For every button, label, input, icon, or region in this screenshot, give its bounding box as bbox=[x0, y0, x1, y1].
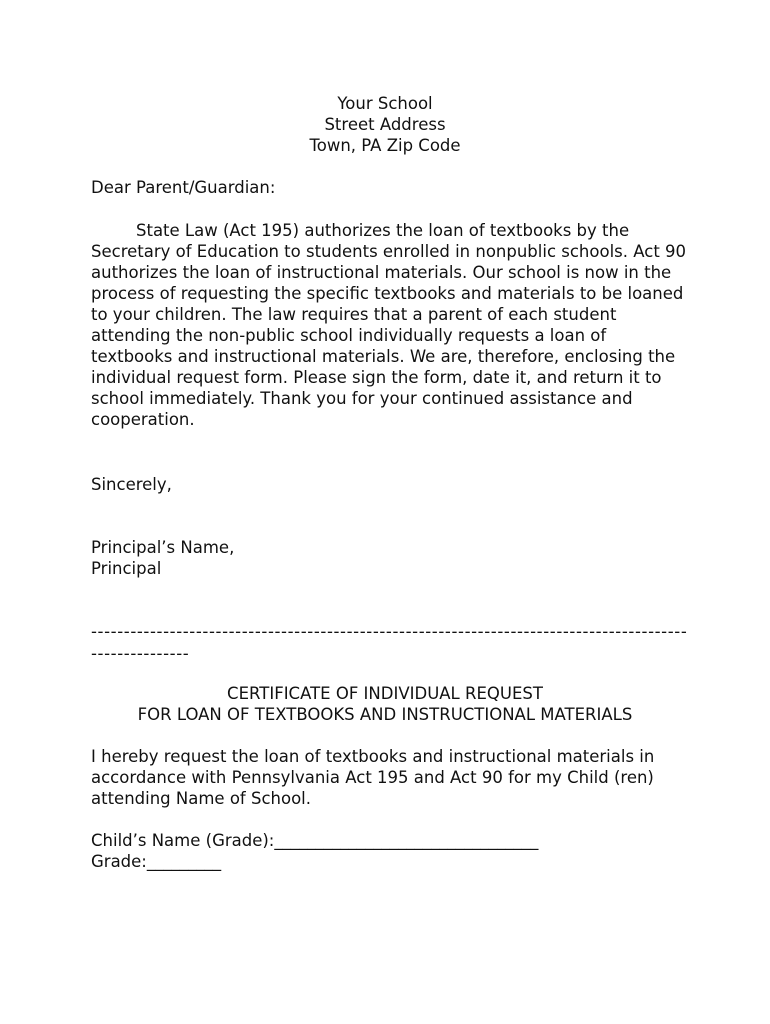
cut-separator: ---------------------------------------------------------------------------------------------------------- bbox=[91, 622, 688, 663]
school-address bbox=[85, 93, 685, 156]
school-name: Your School bbox=[337, 94, 433, 113]
letter-body: State Law (Act 195) authorizes the loan of textbooks by the Secretary of Education to students enrolled in nonpublic schools. Act 90 authorizes the loan of instructional materials. Our school is now in the process of requesting the specific textbooks and materials to be loaned to your children. The law requires that a parent of each student attending the non-public school individually requests a loan of textbooks and instructional materials. We are, therefore, enclosing the individual request form. Please sign the form, date it, and return it to school immediately. Thank you for your continued assistance and cooperation. bbox=[91, 221, 687, 429]
form-fields bbox=[91, 830, 691, 872]
certificate-title-line2: FOR LOAN OF TEXTBOOKS AND INSTRUCTIONAL MATERIALS bbox=[137, 705, 633, 724]
grade-field: Grade:_________ bbox=[91, 852, 222, 871]
certificate-title bbox=[85, 683, 685, 725]
salutation: Dear Parent/Guardian: bbox=[91, 178, 276, 197]
signer-name: Principal’s Name, bbox=[91, 538, 235, 557]
closing: Sincerely, bbox=[91, 475, 172, 494]
street-address: Street Address bbox=[324, 115, 446, 134]
town-line: Town, PA Zip Code bbox=[309, 136, 461, 155]
child-name-field: Child’s Name (Grade):________________________________ bbox=[91, 831, 539, 850]
signature-block bbox=[91, 537, 691, 579]
signer-title: Principal bbox=[91, 559, 162, 578]
certificate-title-line1: CERTIFICATE OF INDIVIDUAL REQUEST bbox=[227, 684, 543, 703]
request-statement: I hereby request the loan of textbooks and instructional materials in accordance with Pennsylvania Act 195 and Act 90 for my Child (ren) attending Name of School. bbox=[91, 747, 655, 808]
